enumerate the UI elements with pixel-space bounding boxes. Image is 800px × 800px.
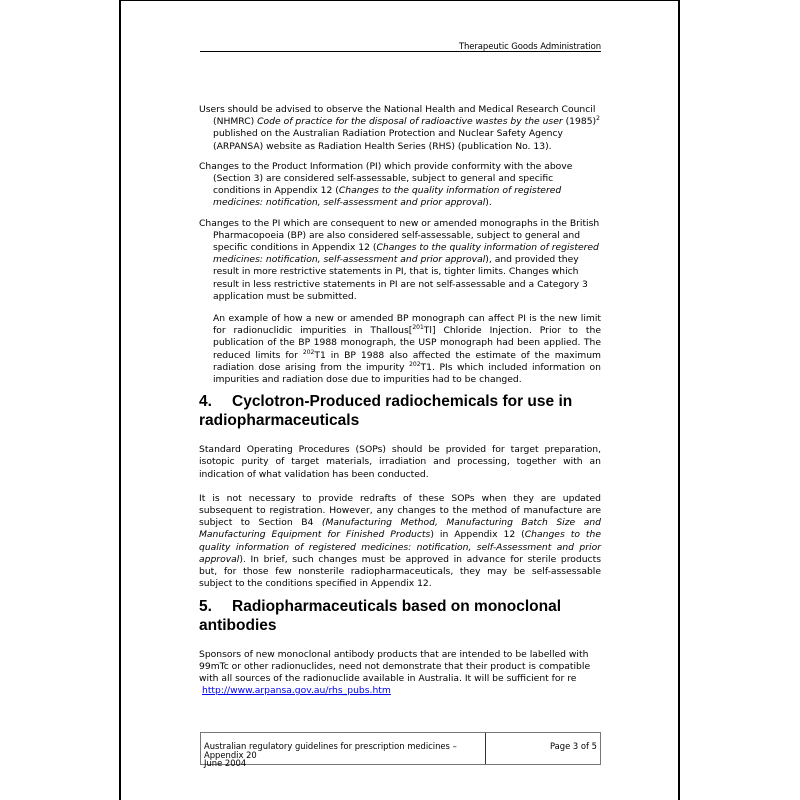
- header-agency: Therapeutic Goods Administration: [458, 42, 601, 52]
- paragraph-pi-changes: Changes to the Product Information (PI) which provide conformity with the above (Section 3) are considered self-assessable, subject to general and specific conditions in Appendix 12 (Changes to the quality information of registered medicines: notification, self-assessment and prior approval).: [199, 160, 573, 209]
- page-content: [199, 104, 601, 697]
- footnote-link[interactable]: http://www.arpansa.gov.au/rhs_pubs.htm: [202, 685, 391, 697]
- footer-page-number: Page 3 of 5: [550, 741, 597, 751]
- paragraph-thallous-example: An example of how a new or amended BP monograph can affect PI is the new limit for radionuclidic impurities in Thallous[$^{201}$Tl] Chloride Injection. Prior to the publication of the BP 1988 monograph, the USP monograph had been applied. The reduced limits for $^{202}$T1 in BP 1988 also affected the estimate of the maximum radiation dose arising from the impurity $^{202}$T1. PIs which included information on impurities and radiation dose due to impurities had to be changed.: [213, 313, 602, 386]
- paragraph-monoclonal: Sponsors of new monoclonal antibody products that are intended to be labelled with 99mTc or other radionuclides, need not demonstrate that their product is compatible with all sources of the radionuclide available in Australia. It will be sufficient for re: [199, 648, 591, 684]
- paragraph-sop-redrafts: It is not necessary to provide redrafts of these SOPs when they are updated subsequent to registration. However, any changes to the method of manufacture are subject to Section B4 (Manufacturing Method, Manufacturing Batch Size and Manufacturing Equipment for Finished Products) in Appendix 12 (Changes to the quality information of registered medicines: notification, self-Assessment and prior approval). In brief, such changes must be approved in advance for sterile products but, for those few nonsterile radiopharmaceuticals, they may be self-assessable subject to the conditions specified in Appendix 12.: [199, 492, 602, 590]
- section-5-heading: 5. Radiopharmaceuticals based on monoclonal antibodies: [199, 597, 562, 634]
- footer-document-info: Australian regulatory guidelines for prescription medicines – Appendix 20 June 2004: [201, 733, 486, 764]
- paragraph-sops: Standard Operating Procedures (SOPs) should be provided for target preparation, isotopic purity of target materials, irradiation and processing, together with an indication of what validation has been conducted.: [199, 444, 601, 480]
- paragraph-nhmrc: Users should be advised to observe the National Health and Medical Research Council (NHMRC) Code of practice for the disposal of radioactive wastes by the user $(1985)^2$ published on the Australian Radiation Protection and Nuclear Safety Agency (ARPANSA) website as Radiation Health Series (RHS) (publication No. 13).: [199, 104, 600, 152]
- section-4-heading: 4. Cyclotron-Produced radiochemicals for use in radiopharmaceuticals: [199, 393, 573, 430]
- paragraph-bp-monographs: Changes to the PI which are consequent to new or amended monographs in the British Pharmacopoeia (BP) are also considered self-assessable, subject to general and specific conditions in Appendix 12 (Changes to the quality information of registered medicines: notification, self-assessment and prior approval), and provided they result in more restrictive statements in PI, that is, tighter limits. Changes which result in less restrictive statements in PI are not self-assessable and a Category 3 application must be submitted.: [199, 217, 600, 302]
- page-footer: [200, 732, 601, 769]
- footnote-reference[interactable]: 2: [596, 115, 600, 123]
- footnote: [199, 685, 601, 697]
